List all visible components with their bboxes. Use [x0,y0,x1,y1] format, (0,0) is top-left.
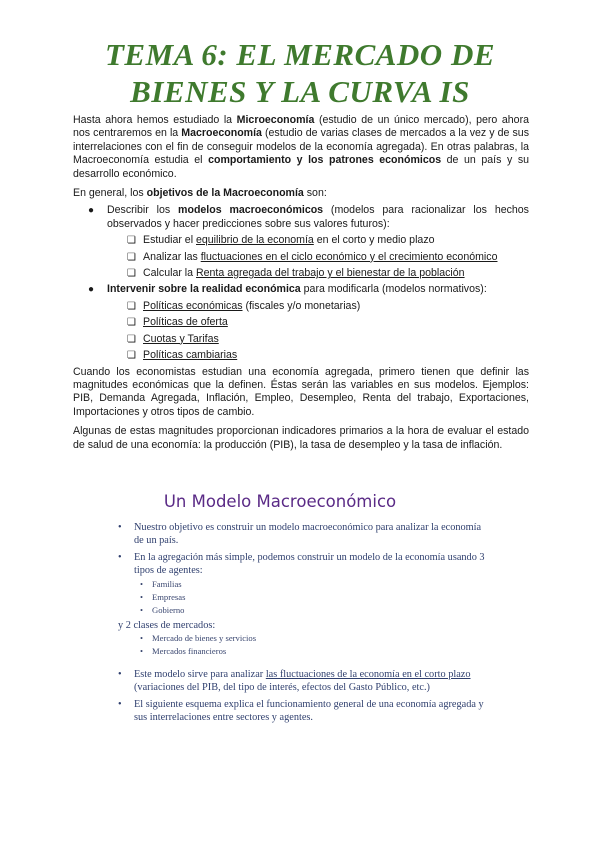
list-item [73,349,529,362]
list-item [73,204,529,231]
agent-label: Familias [152,579,182,589]
checkbox-icon: ❏ [127,317,136,329]
list-item [73,316,529,329]
bullet-icon: • [140,633,144,643]
page-title [0,36,600,110]
slide-bullet [112,698,492,724]
objectives-bold: objetivos de la Macroeconomía [146,187,304,200]
sub-link[interactable]: Políticas económicas [143,299,243,312]
objectives-paragraph [73,187,529,200]
slide-bullet [112,668,492,694]
sublist-container [73,300,529,363]
bullet-icon: ● [88,284,95,296]
bullet-text: Describir los [107,204,179,217]
embedded-slide [112,492,492,728]
list-item [73,333,529,346]
slide-sub-bullet [112,645,492,658]
sub-text: Analizar las [143,250,201,263]
slide-bullet-text: En la agregación más simple, podemos construir un modelo de la economía usando 3 tipos de agentes: [134,552,485,576]
slide-bullet [112,551,492,577]
sub-text: (fiscales y/o monetarias) [242,299,361,312]
checkbox-icon: ❏ [127,235,136,247]
sub-text: Estudiar el [143,234,196,247]
checkbox-icon: ❏ [127,350,136,362]
slide-sub-bullet [112,632,492,645]
sub-link[interactable]: Políticas de oferta [143,316,228,329]
bullet-icon: • [140,579,144,589]
checkbox-icon: ❏ [127,300,136,312]
intro-bold-term: comportamiento y los patrones económicos [208,154,442,167]
list-item [73,267,529,280]
variables-paragraph: Cuando los economistas estudian una economía agregada, primero tienen que definir las magnitudes económicas que la definen. Éstas serán las variables en sus modelos. Ejemplos: PIB, Demanda Agregada, Inflación, Empleo, Desempleo, Renta del trabajo, Exportaciones, Importaciones y otros tipos de cambio. [73,365,529,418]
intro-text: (estudio de un único mercado), pero ahora nos centraremos en la [73,114,529,140]
sub-link[interactable]: equilibrio de la economía [196,234,314,247]
intro-bold-term: Microeconomía [236,114,315,126]
list-item [73,300,529,313]
intro-text: (estudio de varias clases de mercados a la vez y de sus interrelaciones con el fin de conseguir modelos de la economía agregada). En otras palabras, la Macroeconomía estudia el [73,127,529,167]
bullet-icon: • [140,592,144,602]
slide-bullet-text: Este modelo sirve para analizar [134,669,266,680]
slide-bullet-text: (variaciones del PIB, del tipo de interés, efectos del Gasto Público, etc.) [134,682,430,693]
slide-sub-bullet [112,591,492,604]
objectives-text: son: [303,187,327,200]
bullet-text: para modificarla (modelos normativos): [300,283,487,296]
checkbox-icon: ❏ [127,268,136,280]
sublist-container [73,234,529,280]
objectives-text: En general, los [73,187,147,200]
bullet-text: (modelos para racionalizar los hechos observados y hacer predicciones sobre sus valores futuros): [107,204,529,230]
title-line-1: TEMA 6: EL MERCADO DE [104,37,496,72]
slide-bullet-text: El siguiente esquema explica el funcionamiento general de una economía agregada y sus interrelaciones entre sectores y agentes. [134,699,484,723]
sub-link[interactable]: fluctuaciones en el ciclo económico y el crecimiento económico [200,250,498,263]
bullet-icon: • [140,605,144,615]
agent-label: Empresas [152,592,186,602]
slide-title: Un Modelo Macroeconómico [163,492,397,511]
intro-bold-term: Macroeconomía [181,127,262,140]
indicators-paragraph: Algunas de estas magnitudes proporcionan indicadores primarios a la hora de evaluar el estado de salud de una economía: la producción (PIB), la tasa de desempleo y la tasa de inflación. [73,425,529,451]
bullet-icon: • [118,699,122,710]
list-item [73,283,529,296]
list-item [73,234,529,247]
title-line-2: BIENES Y LA CURVA IS [130,74,470,109]
checkbox-icon: ❏ [127,333,136,345]
slide-sub-bullet [112,578,492,591]
slide-markets-intro: y 2 clases de mercados: [118,620,216,631]
sub-list [73,234,529,280]
bullet-bold: modelos macroeconómicos [178,204,324,217]
intro-paragraph [73,114,529,181]
slide-underlined-text: las fluctuaciones de la economía en el corto plazo [265,669,471,680]
list-item [73,251,529,264]
bullet-icon: • [118,669,122,680]
bullet-icon: • [118,522,122,533]
sub-link[interactable]: Políticas cambiarias [143,349,238,362]
sub-text: Calcular la [143,267,196,280]
slide-sub-bullet [112,604,492,617]
slide-bullet-text: Nuestro objetivo es construir un modelo macroeconómico para analizar la economía de un país. [134,522,482,546]
market-label: Mercados financieros [152,646,227,656]
objectives-list [73,204,529,362]
bullet-icon: • [118,552,122,563]
bullet-icon: ● [88,205,95,217]
sub-link[interactable]: Cuotas y Tarifas [143,332,219,345]
market-label: Mercado de bienes y servicios [152,633,257,643]
sub-link[interactable]: Renta agregada del trabajo y el bienestar de la población [196,267,465,280]
sub-list [73,300,529,363]
sub-text: en el corto y medio plazo [313,234,435,247]
intro-text: Hasta ahora hemos estudiado la [73,114,237,126]
checkbox-icon: ❏ [127,251,136,263]
agent-label: Gobierno [152,605,185,615]
intro-text: de un país y su desarrollo económico. [73,154,530,180]
slide-bullet [112,521,492,547]
document-body [73,114,529,458]
bullet-icon: • [140,646,144,656]
bullet-bold: Intervenir sobre la realidad económica [107,283,301,296]
